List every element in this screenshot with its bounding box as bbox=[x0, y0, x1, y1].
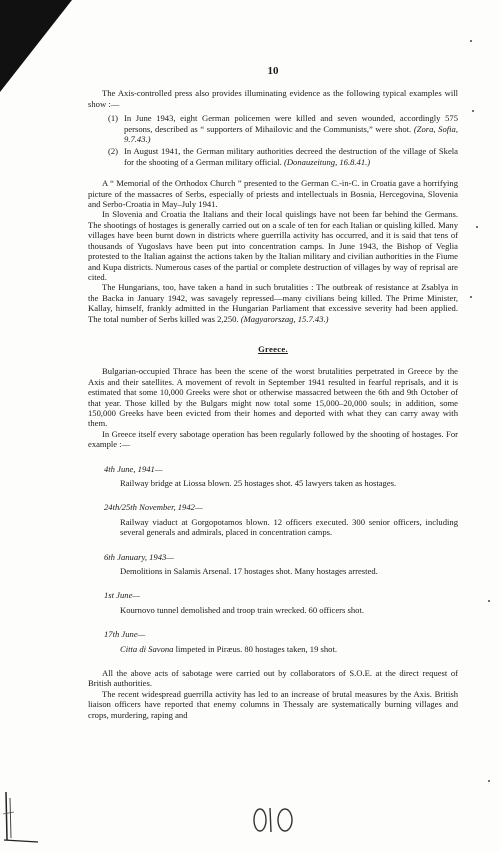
speck bbox=[488, 780, 490, 782]
margin-scratch-graphic bbox=[0, 790, 40, 847]
handwritten-annotation bbox=[252, 802, 296, 836]
entry-text: Kournovo tunnel demolished and troop train wrecked. 60 officers shot. bbox=[120, 604, 364, 615]
section-heading: Greece. bbox=[258, 343, 288, 354]
ship-name: Citta di Savona bbox=[120, 643, 174, 654]
entry-date: 24th/25th November, 1942— bbox=[104, 502, 203, 513]
speck bbox=[488, 600, 490, 602]
page-number: 10 bbox=[267, 65, 279, 77]
folded-corner bbox=[0, 0, 72, 92]
handwritten-note-graphic bbox=[252, 802, 296, 836]
example-text: In August 1941, the German military authorities decreed the destruction of the village of Skela for the shooting of a German military official. (Donauzeitung, 16.8.41.) bbox=[124, 146, 458, 167]
thrace-paragraph: Bulgarian-occupied Thrace has been the scene of the worst brutalities perpetrated in Greece by the Axis and their satellites. A movement of revolt in September 1941 resulted in fearful reprisals, and it is estimated that some 10,000 Greeks were shot or otherwise massacred between the 6th and 9th October of that year. Those killed by the Bulgars might now total some 15,000–20,000 souls; in addition, some 150,000 Greeks have been evicted from their homes and deported with what they can carry away with them. bbox=[88, 366, 458, 429]
sabotage-paragraph: In Greece itself every sabotage operation has been regularly followed by the shooting of hostages. For example :— bbox=[88, 428, 458, 450]
entry-text: Citta di Savona limpeted in Piræus. 80 hostages taken, 19 shot. bbox=[120, 643, 337, 654]
speck bbox=[470, 40, 472, 42]
entry-date: 17th June— bbox=[104, 629, 146, 640]
margin-marks bbox=[0, 790, 40, 847]
entry-text: Railway viaduct at Gorgopotamos blown. 12 officers executed. 300 senior officers, including several generals and admirals, placed in concentration camps. bbox=[120, 516, 458, 538]
example-number: (2) bbox=[108, 146, 119, 157]
speck bbox=[472, 110, 474, 112]
memorial-paragraph: A “ Memorial of the Orthodox Church ” presented to the German C.-in-C. in Croatia gave a horrifying picture of the massacres of Serbs, especially of priests and intellectuals in Bosnia, Hercegovina, Slovenia and Serbo-Croatia in May–July 1941. bbox=[88, 178, 458, 210]
speck bbox=[476, 226, 478, 228]
hungarians-paragraph: The Hungarians, too, have taken a hand in such brutalities : The outbreak of resistance at Zsablya in the Backa in January 1942, was savagely repressed—many civilians being killed. The Prime Minister, Kallay, himself, frankly admitted in the Hungarian Parliament that excessive severity had been applied. The total number of Serbs killed was 2,250. (Magyarorszag, 15.7.43.) bbox=[88, 282, 458, 324]
acts-paragraph: All the above acts of sabotage were carried out by collaborators of S.O.E. at the direct request of British authorities. bbox=[88, 668, 458, 689]
speck bbox=[470, 296, 472, 298]
slovenia-paragraph: In Slovenia and Croatia the Italians and their local quislings have not been far behind the Germans. The shootings of hostages is generally carried out on a scale of ten for each Italian or quisling killed. Many villages have been burnt down in districts where guerrilla activity has occurred, and it is said that tens of thousands of Yugoslavs have been put into concentration camps. In June 1943, the Bishop of Veglia protested to the Italian against the actions taken by the Italian military and civilian authorities in the Fiume and Kupa districts. Numerous cases of the partial or complete destruction of villages by way of reprisal are cited. bbox=[88, 209, 458, 282]
hungarians-source: (Magyarorszag, 15.7.43.) bbox=[240, 313, 329, 324]
recent-paragraph: The recent widespread guerrilla activity has led to an increase of brutal measures by the Axis. British liaison officers have reported that enemy columns in Thessaly are systematically burning villages and crops, murdering, raping and bbox=[88, 688, 458, 720]
entry-date: 6th January, 1943— bbox=[104, 551, 174, 562]
example-source: (Zora, Sofia, 9.7.43.) bbox=[124, 123, 458, 145]
entry-date: 4th June, 1941— bbox=[104, 463, 163, 474]
document-body bbox=[88, 62, 458, 720]
entry-text: Railway bridge at Liossa blown. 25 hostages shot. 45 lawyers taken as hostages. bbox=[120, 478, 397, 488]
example-number: (1) bbox=[108, 113, 119, 124]
example-source: (Donauzeitung, 16.8.41.) bbox=[283, 156, 371, 167]
entry-date: 1st June— bbox=[104, 590, 141, 601]
example-item bbox=[108, 146, 458, 167]
example-item bbox=[108, 113, 458, 144]
entry-text: Demolitions in Salamis Arsenal. 17 hostages shot. Many hostages arrested. bbox=[120, 566, 378, 577]
intro-paragraph: The Axis-controlled press also provides illuminating evidence as the following typical examples will show :— bbox=[88, 88, 458, 109]
example-text: In June 1943, eight German policemen were killed and seven wounded, accordingly 575 persons, described as “ supporters of Mihailovic and the Communists,” were shot. (Zora, Sofia, 9.7.43.) bbox=[124, 113, 458, 145]
